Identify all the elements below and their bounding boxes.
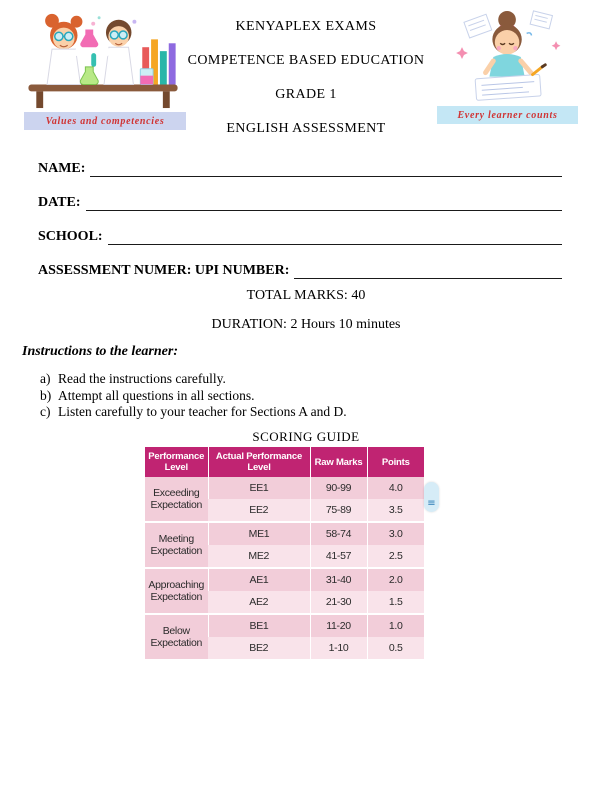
raw-marks-cell: 31-40	[310, 568, 367, 591]
school-write-line	[108, 228, 562, 245]
code-cell: EE1	[208, 477, 310, 499]
group-meeting	[145, 522, 424, 568]
instruction-text: Attempt all questions in all sections.	[58, 387, 255, 403]
instruction-item	[40, 404, 582, 421]
col-header-actual-performance-level: Actual Performance Level	[208, 447, 310, 477]
instruction-marker: a)	[40, 371, 51, 386]
raw-marks-cell: 90-99	[310, 477, 367, 499]
raw-marks-cell: 11-20	[310, 614, 367, 637]
instructions-heading: Instructions to the learner:	[22, 344, 178, 359]
raw-marks-cell: 1-10	[310, 637, 367, 659]
date-write-line	[86, 194, 562, 211]
name-write-line	[90, 160, 562, 177]
points-cell: 2.5	[367, 545, 424, 568]
instructions-section	[22, 344, 582, 421]
code-cell: BE2	[208, 637, 310, 659]
header-titles	[120, 20, 492, 156]
curriculum-title: COMPETENCE BASED EDUCATION	[187, 53, 425, 68]
level-cell: Meeting Expectation	[145, 522, 208, 568]
menu-icon[interactable]: ≡	[427, 498, 436, 509]
instruction-item	[40, 371, 582, 388]
instructions-list	[40, 371, 582, 421]
floating-scroll-widget[interactable]	[424, 482, 439, 512]
total-marks-text: TOTAL MARKS: 40	[246, 288, 366, 303]
raw-marks-cell: 58-74	[310, 522, 367, 545]
scoring-guide-title: SCORING GUIDE	[252, 429, 360, 444]
instruction-marker: c)	[40, 404, 51, 419]
raw-marks-cell: 41-57	[310, 545, 367, 568]
group-exceeding	[145, 477, 424, 522]
group-approaching	[145, 568, 424, 614]
level-cell: Exceeding Expectation	[145, 477, 208, 522]
code-cell: AE2	[208, 591, 310, 614]
scoring-guide-table	[145, 447, 424, 659]
flying-paper-icon	[530, 11, 552, 29]
code-cell: AE1	[208, 568, 310, 591]
student-details-form	[38, 158, 562, 294]
assessment-number-label: ASSESSMENT NUMER: UPI NUMBER:	[38, 263, 290, 278]
instruction-text: Read the instructions carefully.	[58, 371, 226, 386]
level-cell: Below Expectation	[145, 614, 208, 659]
points-cell: 4.0	[367, 477, 424, 499]
instruction-item	[40, 388, 582, 405]
table-row	[145, 477, 424, 499]
writing-girl-icon	[486, 11, 533, 77]
points-cell: 2.0	[367, 568, 424, 591]
assessment-number-write-line	[294, 262, 562, 279]
group-below	[145, 614, 424, 659]
raw-marks-cell: 75-89	[310, 499, 367, 522]
instruction-marker: b)	[40, 387, 52, 403]
table-row	[145, 614, 424, 637]
col-header-raw-marks: Raw Marks	[310, 447, 367, 477]
level-cell: Approaching Expectation	[145, 568, 208, 614]
name-field-row	[38, 158, 562, 177]
school-field-row	[38, 226, 562, 245]
subject-title: ENGLISH ASSESSMENT	[226, 121, 386, 136]
pencil-icon	[533, 67, 543, 75]
right-banner-text: Every learner counts	[457, 109, 558, 121]
code-cell: ME1	[208, 522, 310, 545]
points-cell: 0.5	[367, 637, 424, 659]
table-header-row	[145, 447, 424, 477]
col-header-performance-level: Performance Level	[145, 447, 208, 477]
scoring-guide-table-wrap	[145, 447, 424, 659]
exam-meta	[0, 288, 612, 346]
date-field-row	[38, 192, 562, 211]
points-cell: 3.0	[367, 522, 424, 545]
left-banner-text: Values and competencies	[45, 115, 165, 127]
points-cell: 1.0	[367, 614, 424, 637]
grade-title: GRADE 1	[275, 87, 337, 102]
points-cell: 3.5	[367, 499, 424, 522]
duration-text: DURATION: 2 Hours 10 minutes	[211, 317, 401, 332]
date-label: DATE:	[38, 195, 81, 210]
school-label: SCHOOL:	[38, 229, 103, 244]
assessment-number-field-row	[38, 260, 562, 279]
exam-board-title: KENYAPLEX EXAMS	[235, 19, 377, 34]
code-cell: EE2	[208, 499, 310, 522]
instruction-text: Listen carefully to your teacher for Sections A and D.	[58, 404, 347, 419]
code-cell: ME2	[208, 545, 310, 568]
name-label: NAME:	[38, 161, 86, 176]
points-cell: 1.5	[367, 591, 424, 614]
col-header-points: Points	[367, 447, 424, 477]
raw-marks-cell: 21-30	[310, 591, 367, 614]
table-row	[145, 568, 424, 591]
table-row	[145, 522, 424, 545]
code-cell: BE1	[208, 614, 310, 637]
